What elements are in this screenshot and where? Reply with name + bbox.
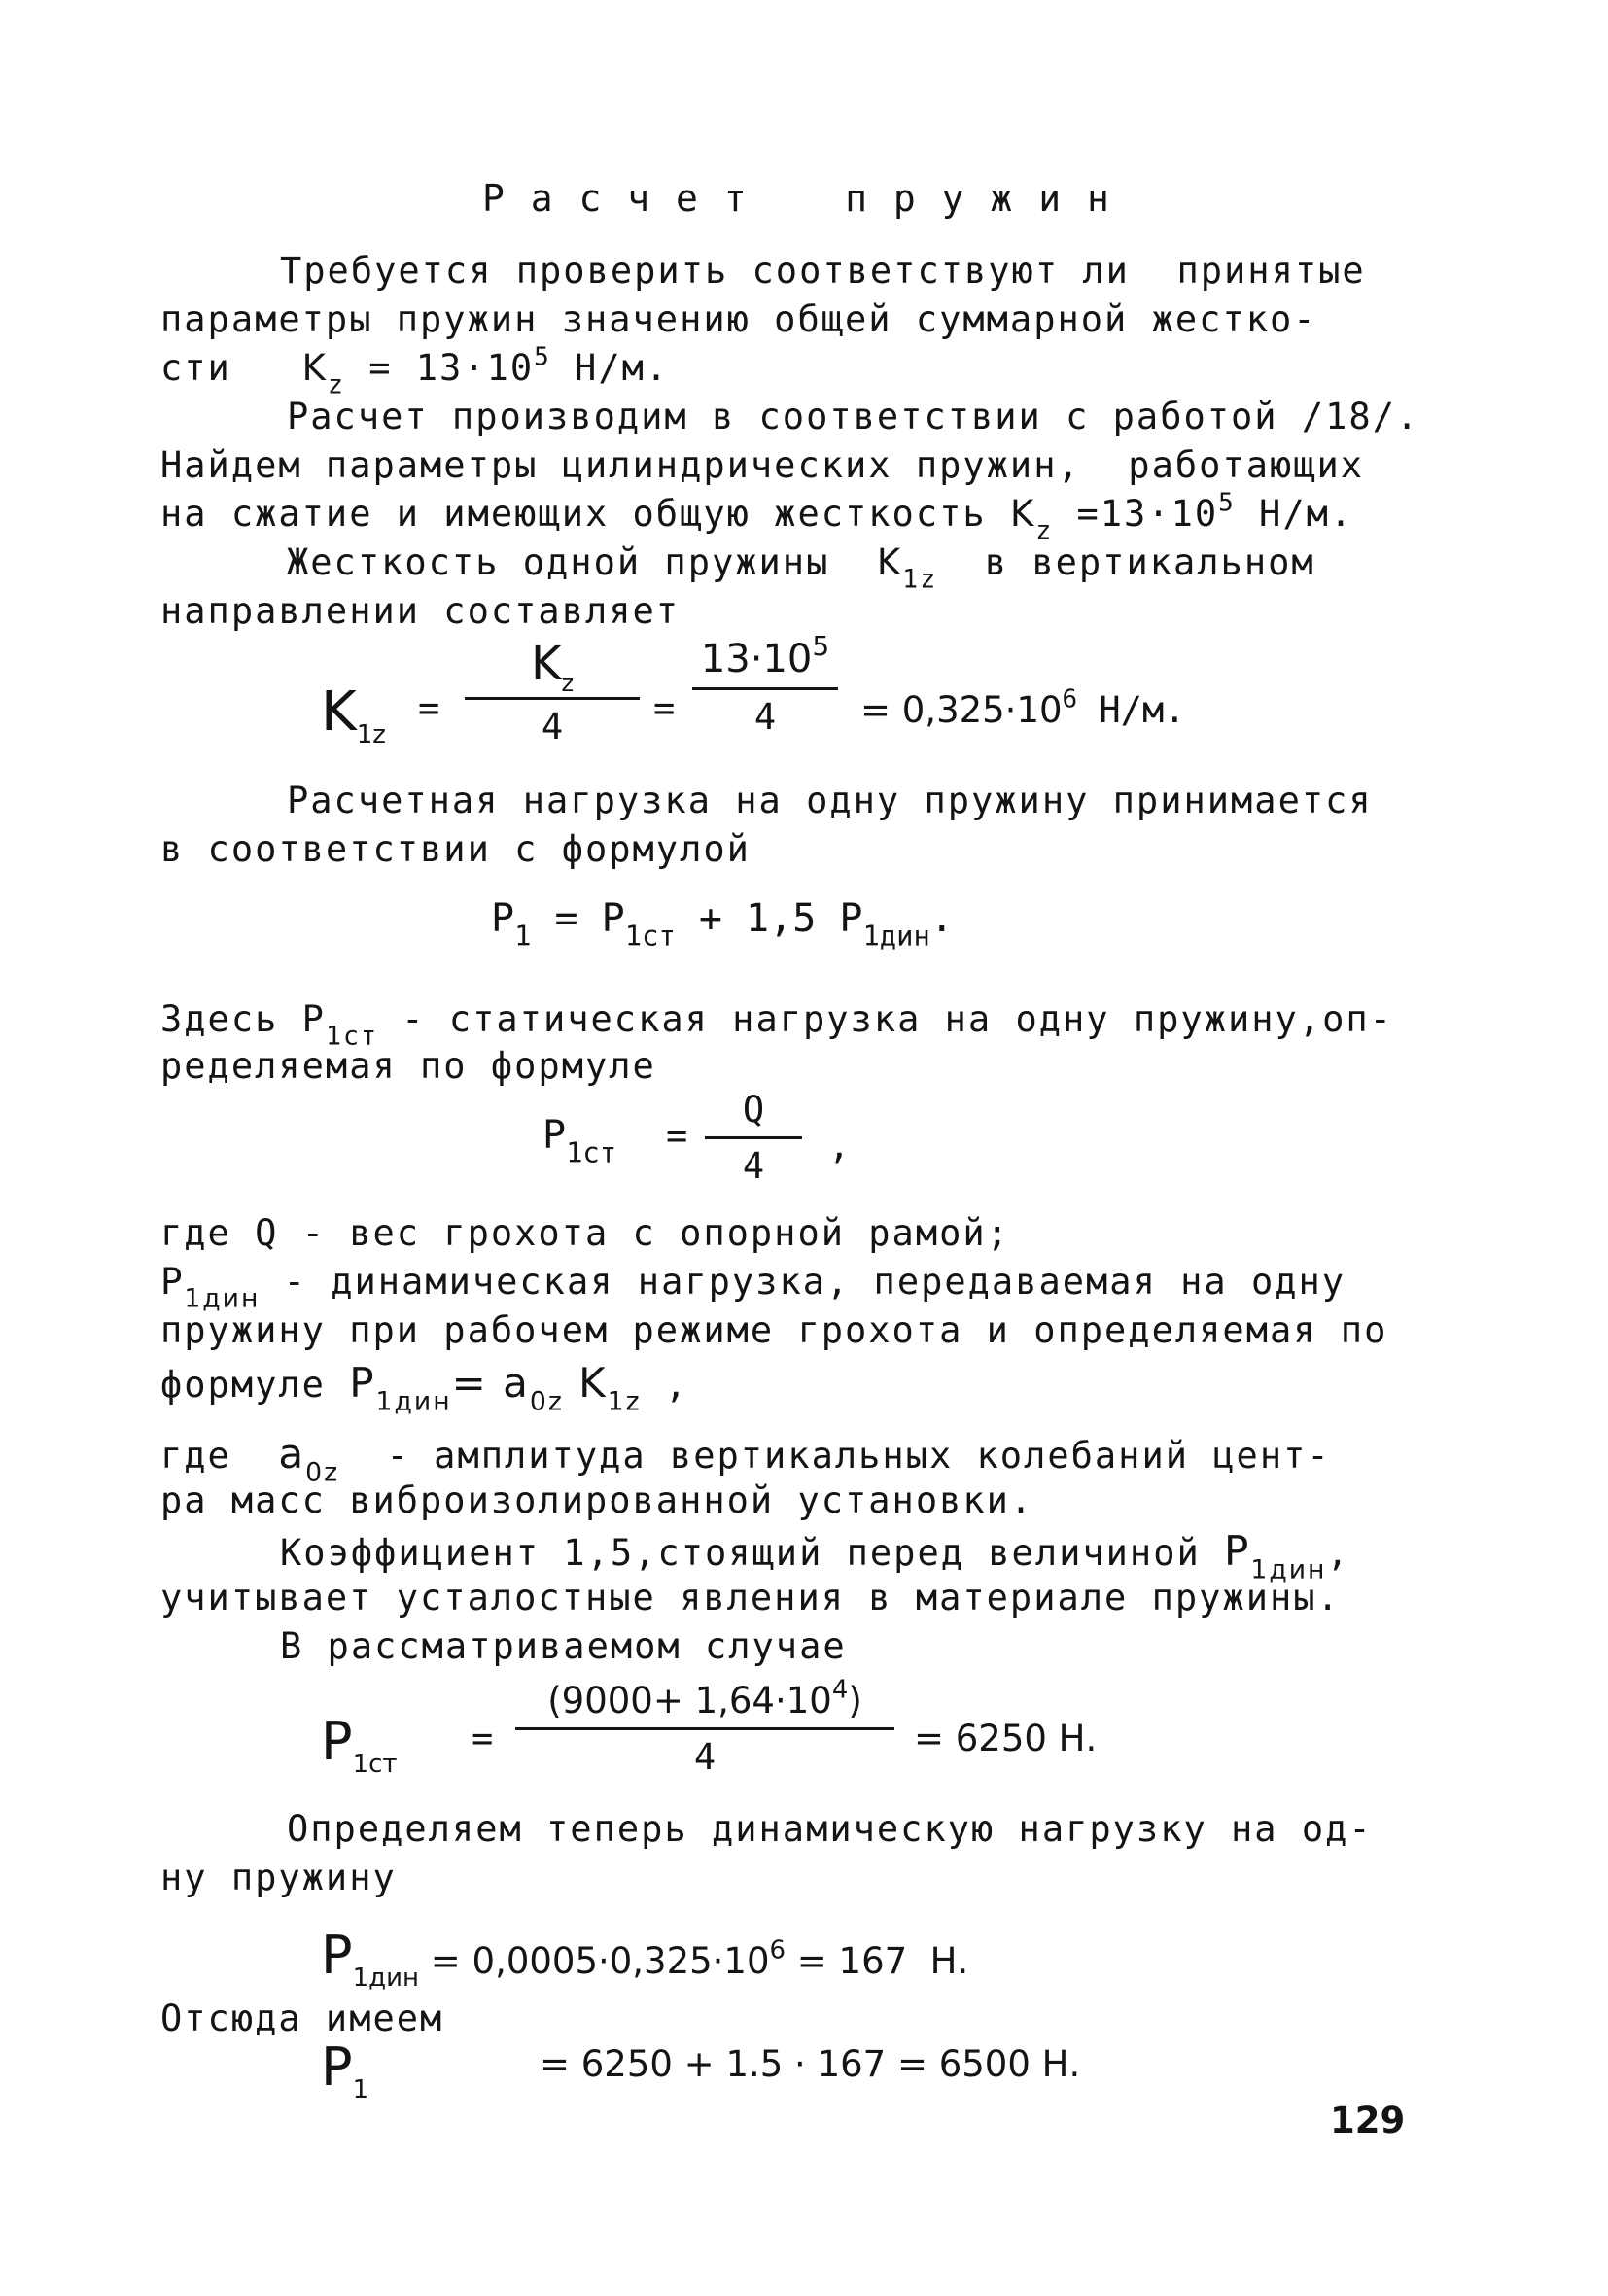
paragraph-1-line-2: параметры пружин значению общей суммарной жестко- [160,298,1317,340]
paragraph-3-line-2: направлении составляет [160,590,681,632]
paragraph-5-line-2: ределяемая по формуле [160,1045,656,1087]
eq3-comma: , [828,1125,851,1166]
paragraph-9-line-2: ну пружину [160,1857,397,1898]
text: Жесткость одной пружины [287,541,877,583]
eq3-fraction: Q 4 [705,1089,802,1187]
eq3-equals: = [666,1115,688,1157]
superscript: 5 [534,342,551,372]
paragraph-8-line-3: В рассматриваемом случае [280,1625,847,1667]
fraction-bar [465,697,640,700]
page-number: 129 [1330,2100,1406,2141]
text: в вертикальном [937,541,1315,583]
text: на сжатие и имеющих общую жесткость [160,493,1010,535]
paragraph-7-line-2: ра масс виброизолированной установки. [160,1479,1034,1521]
eq3-lhs: $P_{1ст}$ [542,1113,617,1169]
eq1-fraction-2: $13\cdot 10^5$ 4 [692,637,838,738]
text: =13·10 [1053,493,1219,535]
unit: Н/м. [550,347,670,389]
paragraph-5-line-1: Здесь $P_{1ст}$ - статическая нагрузка на одну пружину,оп- [160,998,1393,1052]
fraction-bar [692,687,838,690]
eq4-lhs: $P_{1ст}$ [321,1711,398,1779]
eq6-rhs: = 6250 + 1.5 · 167 = 6500 Н. [540,2043,1081,2085]
eq1-equals: = [418,687,440,729]
paragraph-1-line-3 [160,342,670,400]
variable-k: K [301,347,328,389]
paragraph-2-line-3 [160,488,1354,546]
subscript: z [327,369,345,400]
paragraph-2-line-2: Найдем параметры цилиндрических пружин, работающих [160,444,1365,486]
paragraph-7-line-1: где $a_{0z}$ - амплитуда вертикальных колебаний цент- [160,1430,1331,1488]
eq4-fraction: $(9000+ 1,64\cdot 10^4)$ 4 [515,1680,894,1778]
section-title: Р а с ч е т п р у ж и н [482,177,1111,220]
paragraph-6-line-3: пружину при рабочем режиме грохота и определяемая по [160,1309,1388,1351]
fraction-bar [515,1727,894,1730]
equation-2: $P_1 = P_{1ст} + 1,5$ $P_{1дин}$. [491,896,954,953]
equation-5: $P_{1дин} = 0,0005\cdot 0,325\cdot 10^6 = 167$ Н. [321,1925,969,1993]
eq1-fraction-1: $K_z$ 4 [465,637,640,748]
subscript: z [1035,515,1054,546]
paragraph-6-line-2: $P_{1дин}$ - динамическая нагрузка, передаваемая на одну [160,1261,1346,1314]
text: = 13·10 [344,347,535,389]
text: сти [160,347,302,389]
eq4-rhs: = 6250 Н. [914,1718,1098,1759]
paragraph-1-line-1: Требуется проверить соответствуют ли принятые [280,250,1366,292]
paragraph-9-line-1: Определяем теперь динамическую нагрузку на од- [287,1808,1373,1850]
variable-k: K [876,541,903,583]
paragraph-8-line-1: Коэффициент 1,5,стоящий перед величиной $P_{1дин}$, [280,1527,1350,1585]
paragraph-10-line-1: Отсюда имеем [160,1998,444,2039]
paragraph-4-line-1: Расчетная нагрузка на одну пружину принимается [287,780,1373,821]
paragraph-6-line-1: где Q - вес грохота с опорной рамой; [160,1212,1010,1254]
paragraph-3-line-1 [287,541,1315,595]
paragraph-6-line-4: формуле $P_{1дин}= a_{0z}$ $K_{1z}$ , [160,1359,689,1417]
eq1-lhs: $K_{1z}$ [321,680,386,749]
paragraph-8-line-2: учитывает усталостные явления в материале пружины. [160,1577,1341,1618]
eq1-equals-2: = [653,687,676,729]
subscript: 1z [902,564,938,595]
fraction-bar [705,1136,802,1139]
eq4-equals: = [472,1718,494,1759]
variable-k: K [1009,493,1036,535]
superscript: 5 [1218,488,1236,518]
unit: Н/м. [1235,493,1354,535]
eq6-lhs: $P_1$ [321,2036,369,2105]
eq1-rhs: = $0,325\cdot 10^6$ Н/м. [860,684,1186,731]
paragraph-2-line-1: Расчет производим в соответствии с работой /18/. [287,396,1420,437]
paragraph-4-line-2: в соответствии с формулой [160,828,751,870]
